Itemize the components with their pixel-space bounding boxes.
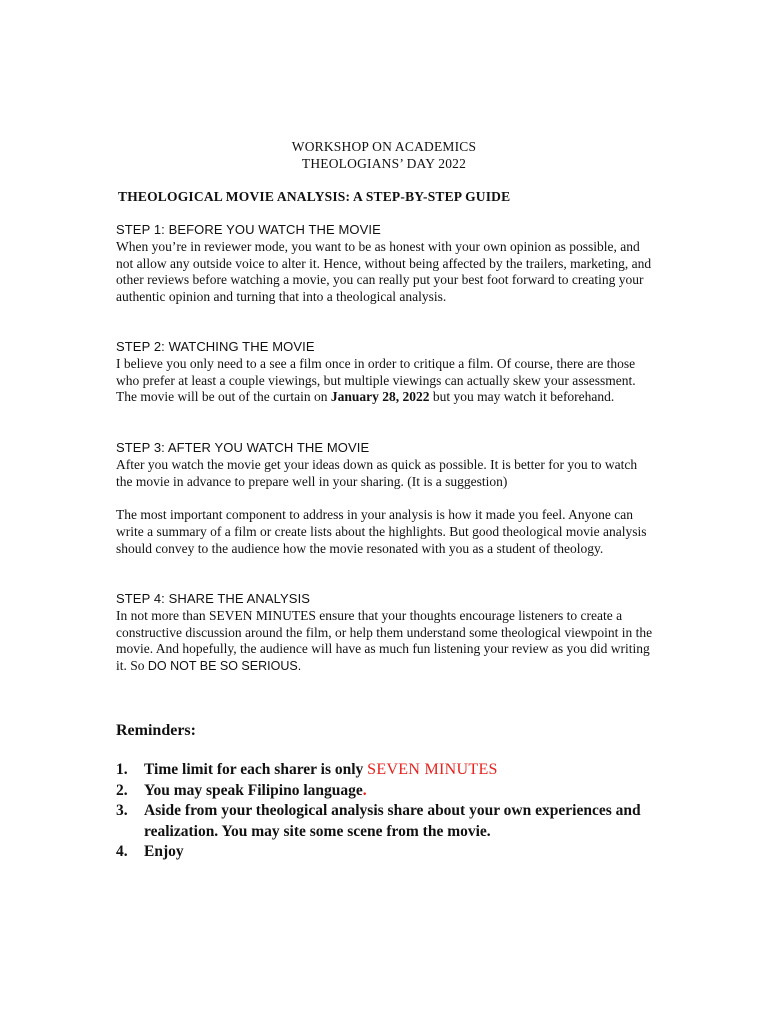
step-2-body-text: I believe you only need to a see a film once in order to critique a film. Of course, there are those who prefer at least a couple viewings, but multiple viewings can actually skew your assessment. The movie will be out of the curtain on bbox=[116, 355, 636, 405]
reminder-text: Aside from your theological analysis share about your own experiences and realization. You may site some scene from the movie. bbox=[144, 802, 641, 840]
reminder-text: You may speak Filipino language bbox=[144, 781, 363, 799]
reminder-highlight: . bbox=[362, 781, 367, 799]
step-1-body: When you’re in reviewer mode, you want to be as honest with your own opinion as possible, and not allow any outside voice to alter it. Hence, without being affected by the trailers, marketing, and other reviews before watching a movie, you can really put your best foot forward to creating your authentic opinion and turning that into a theological analysis. bbox=[116, 238, 652, 305]
step-3-body: After you watch the movie get your ideas down as quick as possible. It is better for you to watch the movie in advance to prepare well in your sharing. (It is a suggestion) bbox=[116, 456, 638, 489]
document-header bbox=[0, 138, 768, 172]
step-4-title: STEP 4: SHARE THE ANALYSIS bbox=[116, 591, 311, 606]
reminders-list bbox=[116, 760, 656, 863]
reminder-item-1 bbox=[116, 760, 656, 781]
event-title: THEOLOGIANS’ DAY 2022 bbox=[301, 156, 467, 171]
reminder-number: 3. bbox=[116, 802, 128, 819]
step-1-section bbox=[116, 222, 656, 306]
step-4-body-text: In not more than SEVEN MINUTES ensure that your thoughts encourage listeners to create a constructive discussion around the film, or help them understand some theological viewpoint in the movie. And hopefully, the audience will have as much fun listening your review as you did writing it. So bbox=[116, 607, 653, 674]
release-date: January 28, 2022 bbox=[330, 389, 430, 405]
reminders-title: Reminders: bbox=[116, 722, 196, 739]
step-1-title: STEP 1: BEFORE YOU WATCH THE MOVIE bbox=[116, 222, 381, 237]
workshop-title: WORKSHOP ON ACADEMICS bbox=[291, 139, 477, 154]
reminder-item-4 bbox=[116, 842, 656, 863]
step-3-section bbox=[116, 440, 656, 558]
reminder-text: Time limit for each sharer is only bbox=[144, 761, 368, 778]
reminder-item-2 bbox=[116, 781, 656, 802]
step-4-body bbox=[116, 608, 656, 675]
guide-title: THEOLOGICAL MOVIE ANALYSIS: A STEP-BY-STEP GUIDE bbox=[118, 189, 511, 204]
reminder-number: 2. bbox=[116, 781, 128, 799]
reminder-highlight: SEVEN MINUTES bbox=[367, 761, 498, 778]
reminder-number: 1. bbox=[116, 761, 128, 778]
reminder-number: 4. bbox=[116, 843, 128, 860]
step-4-emphasis: DO NOT BE SO SERIOUS. bbox=[147, 659, 302, 674]
reminder-item-3 bbox=[116, 801, 656, 842]
step-2-body-end: but you may watch it beforehand. bbox=[429, 389, 615, 405]
step-2-body bbox=[116, 356, 656, 406]
step-4-section bbox=[116, 591, 656, 675]
step-3-body-2: The most important component to address in your analysis is how it made you feel. Anyone can write a summary of a film or create lists about the highlights. But good theological movie analysis should convey to the audience how the movie resonated with you as a student of theology. bbox=[116, 507, 647, 556]
step-2-section bbox=[116, 339, 656, 406]
step-3-title: STEP 3: AFTER YOU WATCH THE MOVIE bbox=[116, 440, 370, 455]
step-2-title: STEP 2: WATCHING THE MOVIE bbox=[116, 339, 315, 354]
reminder-text: Enjoy bbox=[144, 843, 184, 860]
